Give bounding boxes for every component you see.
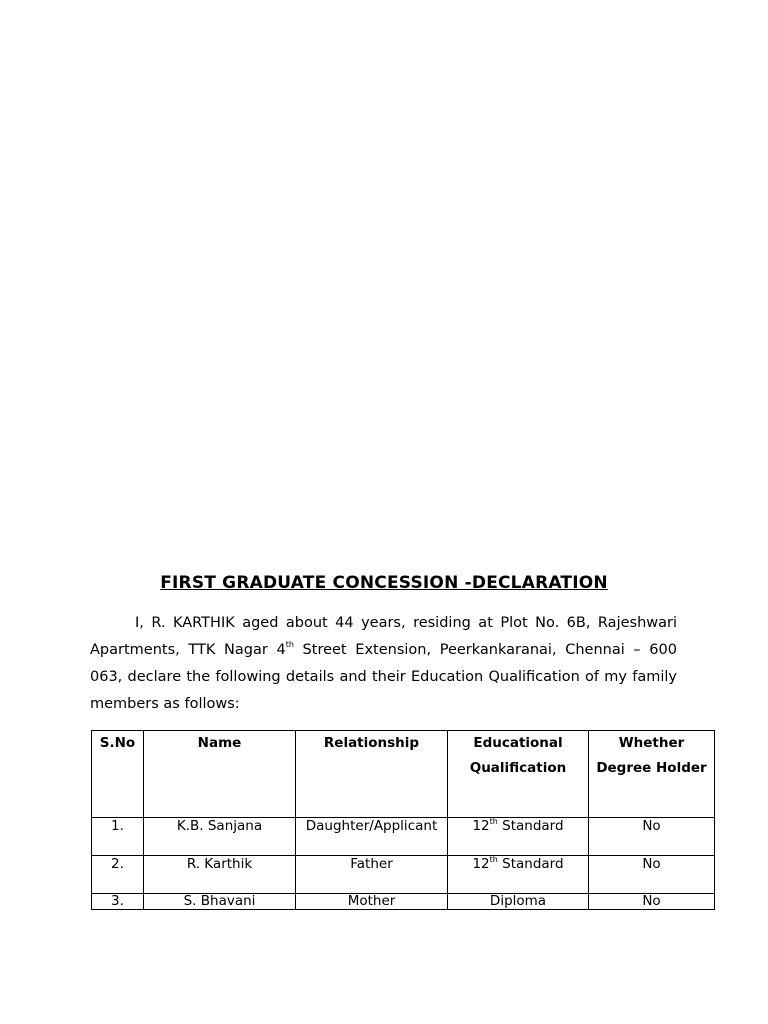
header-degree-holder: Whether Degree Holder [589,731,715,818]
cell-sno: 1. [92,818,144,856]
cell-degree-holder: No [589,894,715,910]
cell-degree-holder: No [589,818,715,856]
header-sno: S.No [92,731,144,818]
paragraph-part-1: I, R. KARTHIK aged about 44 years, residing at Plot No. 6B, Rajeshwari Apartments, TTK Nagar 4 [90,615,677,658]
cell-relationship: Father [296,856,448,894]
cell-relationship: Daughter/Applicant [296,818,448,856]
header-relationship: Relationship [296,731,448,818]
header-name: Name [144,731,296,818]
cell-sno: 2. [92,856,144,894]
table-row [92,818,715,856]
cell-qualification: 12th Standard [448,818,589,856]
document-title: FIRST GRADUATE CONCESSION -DECLARATION [160,573,608,593]
header-educational-qualification: Educational Qualification [448,731,589,818]
cell-name: K.B. Sanjana [144,818,296,856]
cell-relationship: Mother [296,894,448,910]
table-row [92,856,715,894]
cell-degree-holder: No [589,856,715,894]
cell-name: R. Karthik [144,856,296,894]
declaration-paragraph [90,610,677,718]
table-row [92,894,715,910]
ordinal-suffix: th [285,640,294,650]
cell-qualification: 12th Standard [448,856,589,894]
table-header-row [92,731,715,818]
family-qualification-table [91,730,715,910]
paragraph-part-2: Street Extension, Peerkankaranai, Chennai – 600 063, declare the following details and their Education Qualification of my family members as follows: [90,642,677,712]
cell-name: S. Bhavani [144,894,296,910]
cell-qualification: Diploma [448,894,589,910]
cell-sno: 3. [92,894,144,910]
